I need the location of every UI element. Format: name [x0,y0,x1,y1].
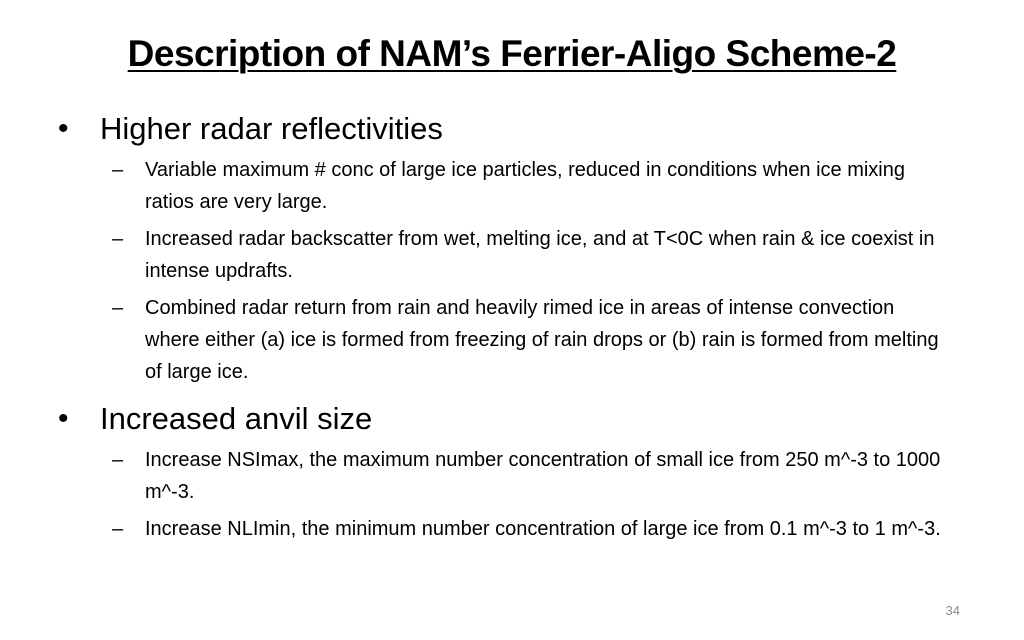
sub-bullet-item [112,292,958,388]
bullet-text: Higher radar reflectivities [100,111,443,146]
sub-bullet-item [112,223,958,287]
sub-bullet-item [112,154,958,218]
sub-bullet-text: Increase NLImin, the minimum number concentration of large ice from 0.1 m^-3 to 1 m^-3. [145,518,941,540]
anvil-size-sub-list [112,444,958,545]
sub-bullet-marker: – [112,297,124,319]
slide-title: Description of NAM’s Ferrier-Aligo Scheme-2 [127,33,897,74]
radar-reflectivity-sub-list [112,154,958,388]
bullet-item-higher-radar-reflectivities [58,108,958,150]
bullet-text: Increased anvil size [100,401,373,436]
sub-bullet-text: Increase NSImax, the maximum number concentration of small ice from 250 m^-3 to 1000 m^-3. [145,449,941,503]
bullet-item-increased-anvil-size [58,398,958,440]
sub-bullet-text: Combined radar return from rain and heavily rimed ice in areas of intense convection where either (a) ice is formed from freezing of rain drops or (b) rain is formed from melting of large ice. [145,297,939,383]
sub-bullet-text: Variable maximum # conc of large ice particles, reduced in conditions when ice mixing ratios are very large. [145,159,905,213]
sub-bullet-marker: – [112,449,124,471]
sub-bullet-text: Increased radar backscatter from wet, melting ice, and at T<0C when rain & ice coexist in intense updrafts. [145,228,935,282]
sub-bullet-marker: – [112,159,124,181]
sub-bullet-marker: – [112,228,124,250]
bullet-marker: • [58,112,69,145]
slide-content [58,108,958,550]
bullet-marker: • [58,402,69,435]
sub-bullet-item [112,444,958,508]
slide-page-number: 34 [945,603,960,618]
sub-bullet-marker: – [112,518,124,540]
sub-bullet-item [112,513,958,545]
